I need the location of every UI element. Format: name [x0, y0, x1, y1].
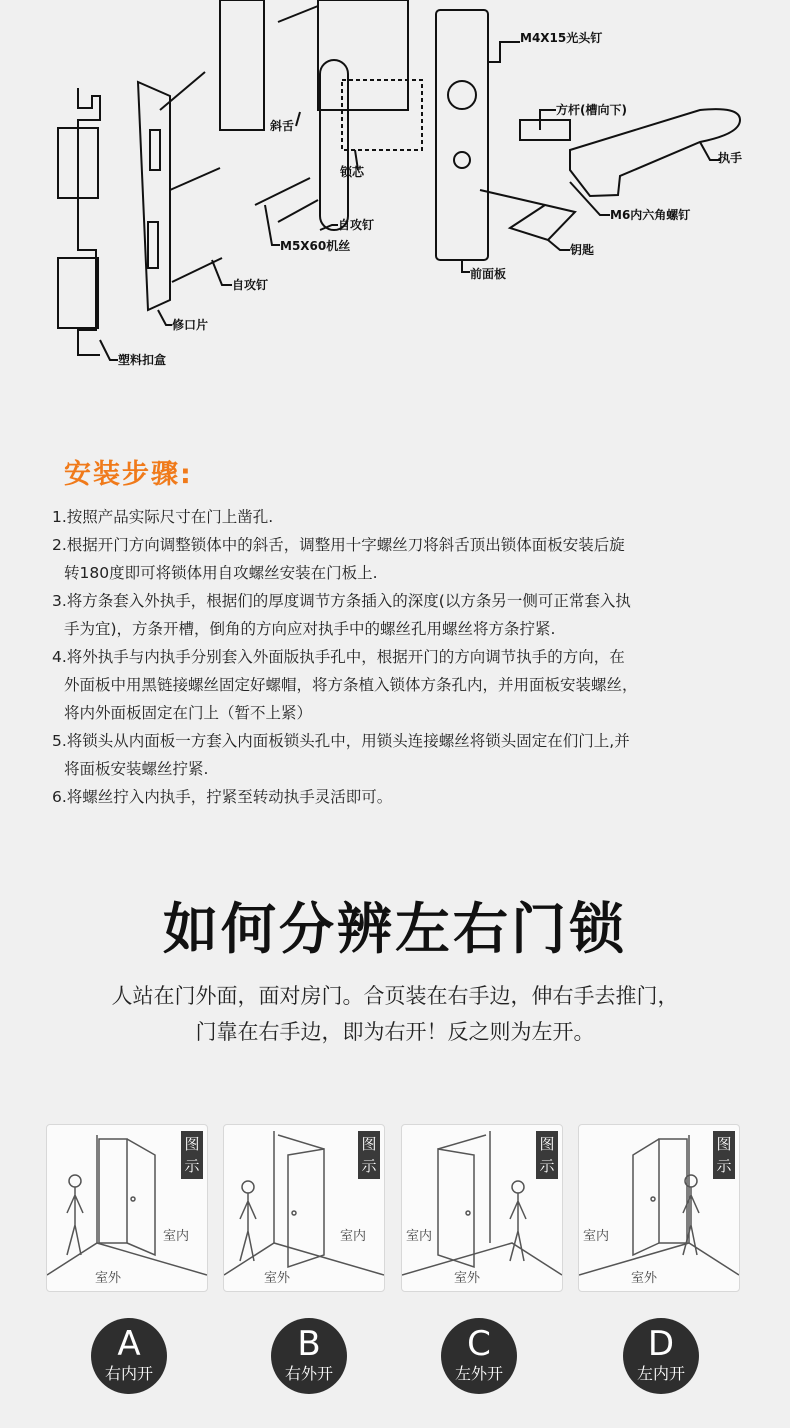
- screw-3: [172, 258, 222, 282]
- strike-plate-shape: [138, 82, 170, 310]
- leader-latch: [296, 112, 300, 126]
- outdoor-label: 室外: [454, 1271, 481, 1286]
- screw-6: [278, 6, 318, 22]
- strike-slot-1: [150, 130, 160, 170]
- figure-badge: 图示: [536, 1131, 558, 1179]
- step-3: [52, 587, 752, 643]
- door-card-d: [578, 1124, 740, 1292]
- screw-5: [278, 200, 318, 222]
- step-4-text: 4.将外执手与内执手分别套入外面版执手孔中，根据开门的方向调节执手的方向，在: [52, 648, 625, 666]
- label-cylinder: 锁芯: [340, 165, 365, 179]
- outdoor-label: 室外: [631, 1271, 658, 1286]
- step-1: [52, 503, 752, 531]
- label-self-tap-2: 自攻钉: [232, 278, 269, 292]
- label-m4-screw: M4X15光头钉: [520, 31, 603, 45]
- door-cards: [46, 1124, 746, 1294]
- guide-description: [0, 978, 790, 1050]
- installation-steps: [52, 452, 752, 811]
- label-spindle: 方杆(槽向下): [556, 103, 627, 117]
- screw-2: [170, 168, 220, 190]
- type-label: 右外开: [284, 1364, 333, 1383]
- type-badge-d: [623, 1318, 699, 1394]
- step-2: [52, 531, 752, 587]
- spindle-shape: [520, 120, 570, 140]
- indoor-label: 室内: [163, 1229, 190, 1244]
- step-5-text: 5.将锁头从内面板一方套入内面板锁头孔中，用锁头连接螺丝将锁头固定在们门上,并: [52, 732, 630, 750]
- leader-handle: [700, 142, 720, 160]
- front-plate-shape: [436, 10, 488, 260]
- left-right-guide: [0, 885, 790, 1050]
- label-handle: 执手: [718, 151, 743, 165]
- outdoor-label: 室外: [95, 1271, 122, 1286]
- type-badge-c: [441, 1318, 517, 1394]
- label-latch: 斜舌: [270, 119, 295, 133]
- guide-line-1: 人站在门外面，面对房门。合页装在右手边，伸右手去推门，: [111, 984, 679, 1008]
- front-plate-hole: [448, 81, 476, 109]
- step-4: [52, 643, 752, 727]
- front-plate-keyhole: [454, 152, 470, 168]
- step-4-cont: 外面板中用黑链接螺丝固定好螺帽，将方条植入锁体方条孔内，并用面板安装螺丝， 将内外面板固定在门上（暂不上紧）: [64, 676, 638, 722]
- type-letter: A: [117, 1324, 141, 1364]
- screw-1: [160, 72, 205, 110]
- door-card-a: [46, 1124, 208, 1292]
- type-label: 右内开: [104, 1364, 153, 1383]
- figure-badge: 图示: [181, 1131, 203, 1179]
- type-letter: C: [467, 1324, 491, 1364]
- faceplate: [220, 0, 264, 130]
- leader-m4: [488, 42, 520, 62]
- type-badge-a: [91, 1318, 167, 1394]
- label-machine-screw: M5X60机丝: [280, 239, 351, 253]
- leader-strike: [158, 310, 172, 325]
- figure-badge: 图示: [358, 1131, 380, 1179]
- door-card-b: [223, 1124, 385, 1292]
- label-key: 钥匙: [570, 243, 595, 257]
- figure-badge: 图示: [713, 1131, 735, 1179]
- label-strike-plate: 修口片: [172, 318, 209, 332]
- step-1-text: 1.按照产品实际尺寸在门上凿孔.: [52, 508, 274, 526]
- handle-shape: [570, 109, 743, 196]
- lock-forend: [320, 60, 348, 230]
- type-badge-b: [271, 1318, 347, 1394]
- step-6: [52, 783, 752, 811]
- leader-selftap2: [212, 260, 232, 285]
- outdoor-label: 室外: [264, 1271, 291, 1286]
- exploded-lock-diagram: [0, 0, 790, 400]
- type-letter: B: [297, 1324, 321, 1364]
- steps-title: 安装步骤:: [64, 459, 193, 490]
- key-blade: [480, 190, 545, 205]
- door-type-badges: [0, 1318, 790, 1418]
- guide-line-2: 门靠在右手边，即为右开！反之则为左开。: [195, 1020, 595, 1044]
- step-5-cont: 将面板安装螺丝拧紧.: [64, 760, 209, 778]
- leader-front: [462, 260, 470, 272]
- indoor-label: 室内: [406, 1229, 433, 1244]
- type-letter: D: [647, 1324, 675, 1364]
- indoor-label: 室内: [340, 1229, 367, 1244]
- indoor-label: 室内: [583, 1229, 610, 1244]
- step-5: [52, 727, 752, 783]
- leader-box: [100, 340, 118, 360]
- strike-slot-2: [148, 222, 158, 268]
- leader-m5: [265, 205, 280, 245]
- label-hex-screw: M6内六角螺钉: [610, 208, 691, 222]
- lock-case: [318, 0, 408, 110]
- step-2-text: 2.根据开门方向调整锁体中的斜舌，调整用十字螺丝刀将斜舌顶出锁体面板安装后旋: [52, 536, 625, 554]
- type-label: 左内开: [636, 1364, 685, 1383]
- step-2-cont: 转180度即可将锁体用自攻螺丝安装在门板上.: [64, 564, 378, 582]
- leader-hex: [570, 182, 610, 215]
- leader-key: [548, 240, 570, 250]
- cylinder-outline: [342, 80, 422, 150]
- type-label: 左外开: [454, 1364, 503, 1383]
- guide-title: 如何分辨左右门锁: [162, 897, 627, 961]
- plastic-box-lower: [58, 258, 98, 328]
- label-front-plate: 前面板: [470, 267, 507, 281]
- door-card-c: [401, 1124, 563, 1292]
- label-self-tap-1: 自攻钉: [338, 218, 375, 232]
- step-6-text: 6.将螺丝拧入内执手，拧紧至转动执手灵活即可。: [52, 788, 393, 806]
- label-plastic-box: 塑料扣盒: [118, 353, 167, 367]
- key-shape: [510, 205, 575, 240]
- step-3-cont: 手为宜)，方条开槽，倒角的方向应对执手中的螺丝孔用螺丝将方条拧紧.: [64, 620, 556, 638]
- screw-4: [255, 178, 310, 205]
- step-3-text: 3.将方条套入外执手，根据们的厚度调节方条插入的深度(以方条另一侧可正常套入执: [52, 592, 631, 610]
- diagram-svg: [0, 0, 790, 400]
